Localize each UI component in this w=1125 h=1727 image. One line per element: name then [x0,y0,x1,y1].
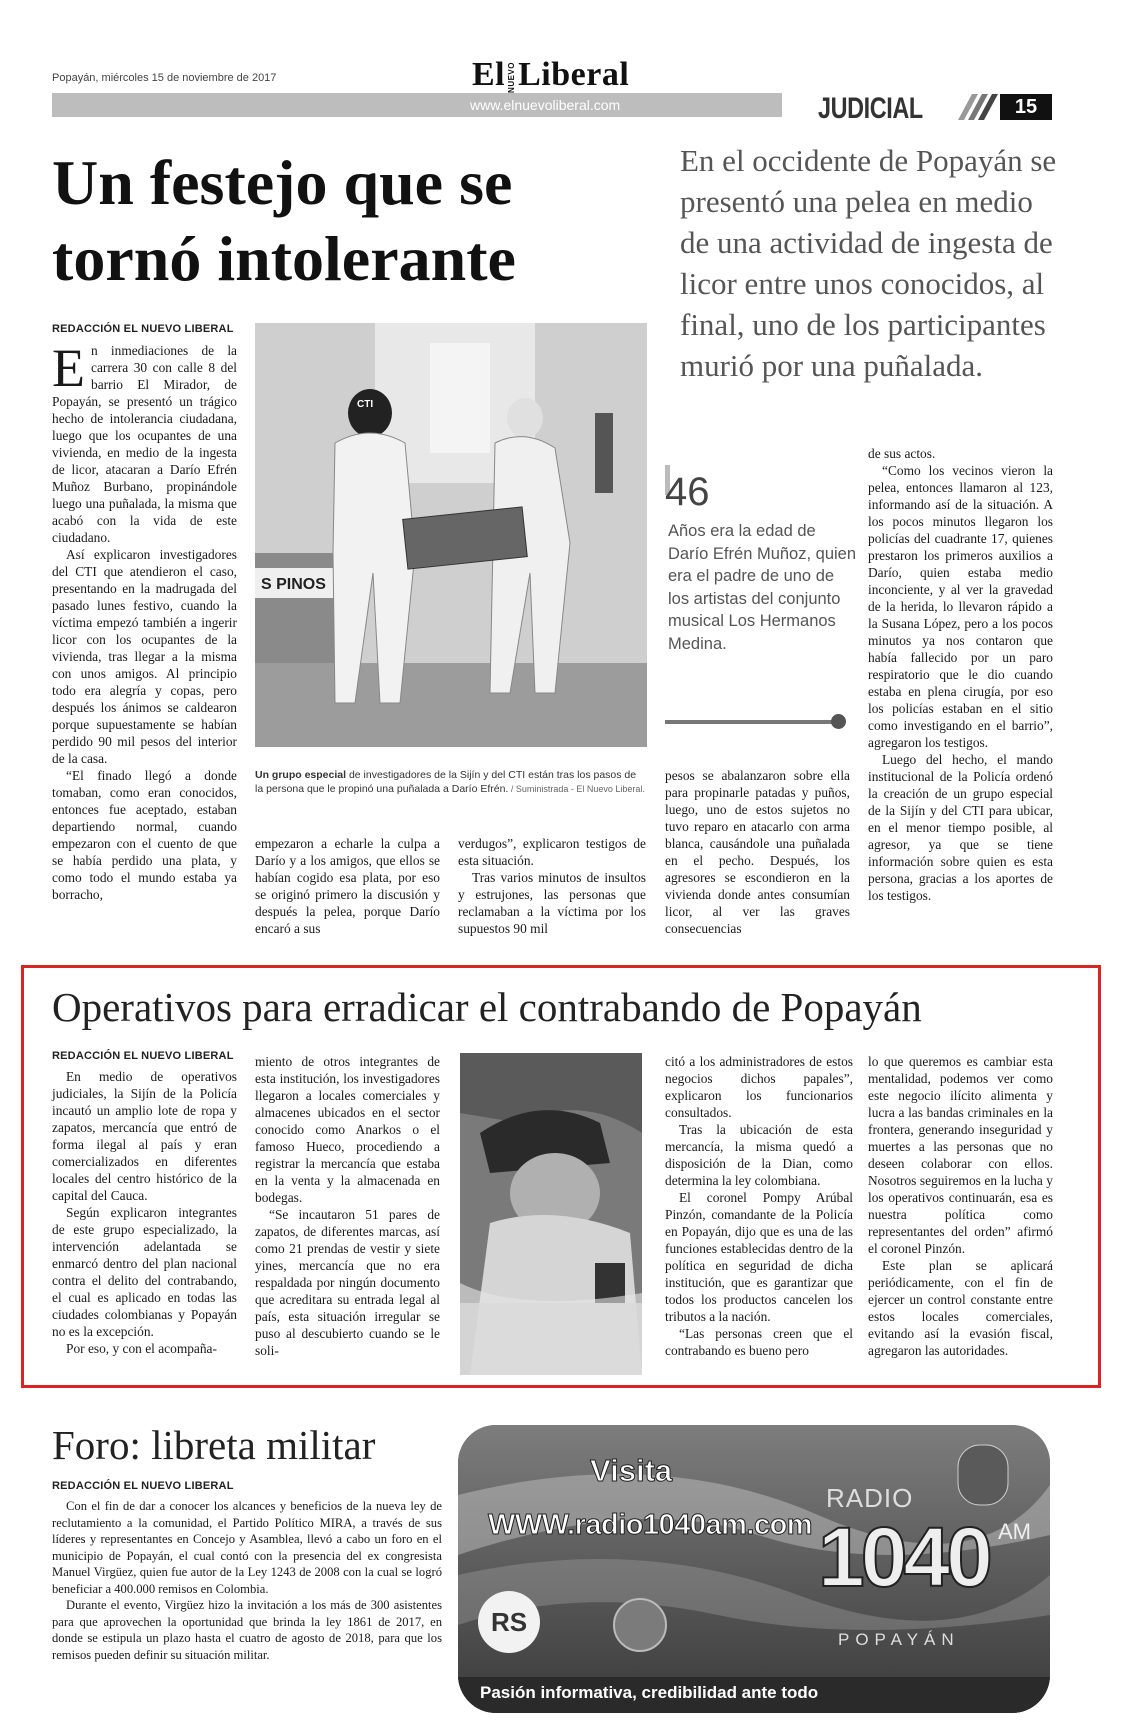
article1-paragraph: verdugos”, explicaron testigos de esta situación. [458,836,646,868]
article2-photo [460,1053,642,1375]
radio-ad-banner[interactable] [458,1425,1050,1713]
section-label: JUDICIAL [818,92,923,125]
rs-logo-icon: RS [478,1591,540,1653]
ad-city: POPAYÁN [838,1630,960,1649]
article1-column-4 [665,767,850,937]
article1-photo-caption [255,768,647,796]
article2-paragraph: Este plan se aplicará periódicamente, con el fin de ejercer un control constante entre estos locales comerciales, evitando así la evasión fiscal, agregaron las autoridades. [868,1258,1053,1358]
stat-number: 46 [665,470,710,514]
article1-paragraph: “El finado llegó a donde tomaban, como eran conocidos, entonces fue aceptado, estaban departiendo normal, cuando empezaron con el cuento de que se había perdido una plata, y como todo el mundo estaba ya borracho, [52,768,237,902]
article1-paragraph: Así explicaron investigadores del CTI que atendieron el caso, presentando en la madrugada del pasado lunes festivo, cuando la víctima empezó también a ingerir licor con los ocupantes de la vivienda, tras llegar a la misma con unos amigos. Al principio todo era alegría y copas, pero después los ánimos se caldearon porque supuestamente se habían perdido 90 mil pesos del interior de la casa. [52,547,237,766]
ad-visita: Visita [590,1453,673,1488]
article3-byline: REDACCIÓN EL NUEVO LIBERAL [52,1480,234,1492]
article2-paragraph: Según explicaron integrantes de este grupo especializado, la intervención adelantada se enmarcó dentro del plan nacional contra el delito del contrabando, el cual es aplicado en todas las ciudades colombianas y Popayán no es la excepción. [52,1205,237,1339]
photo-cap-label: CTI [357,399,374,410]
ad-url[interactable]: WWW.radio1040am.com [488,1509,813,1541]
article2-paragraph: miento de otros integrantes de esta institución, los investigadores llegaron a locales comerciales y almacenes ubicados en el sector conocido como Anarkos o el famoso Hueco, procediendo a registrar la mercancía que estaba en la venta y la almacenada en bodegas. [255,1054,440,1205]
police-officer-image [460,1053,642,1375]
article2-paragraph: “Se incautaron 51 pares de zapatos, de diferentes marcas, así como 21 prendas de vestir y siete yines, mercancía que no era respaldada por ningún documento que acreditara su entrada legal al país, esta situación irregular se puso al descubierto cuando se le soli- [255,1207,440,1358]
article2-column-1 [52,1068,237,1357]
article1-photo [255,323,647,747]
article2-paragraph: citó a los administradores de estos negocios dichos papales”, explicaron los funcionarios consultados. [665,1054,853,1120]
article2-column-2 [255,1053,440,1359]
ad-frequency: 1040 [818,1510,989,1604]
photo-box-sign: S PINOS [261,576,326,593]
article2-paragraph: En medio de operativos judiciales, la Sijín de la Policía incautó un amplio lote de ropa y zapatos, mercancía que entró de forma ilegal al país y eran comercializados en diferentes locales del centro histórico de la capital del Cauca. [52,1069,237,1203]
article3-body [52,1498,442,1663]
article2-paragraph: El coronel Pompy Arúbal Pinzón, comandante de la Policía en Popayán, dijo que es una de las funciones establecidas dentro de la política en seguridad de dicha institución, que es garantizar que todos los productos cancelen los tributos a la nación. [665,1190,853,1324]
article2-paragraph: Tras la ubicación de esta mercancía, la misma quedó a disposición de la Dian, como determina la ley colombiana. [665,1122,853,1188]
masthead-liberal: Liberal [518,56,630,93]
masthead-el: El [472,56,506,93]
article2-column-3 [665,1053,853,1359]
dateline: Popayán, miércoles 15 de noviembre de 2017 [52,72,277,84]
article1-column-3 [458,835,646,937]
article1-paragraph: Luego del hecho, el mando institucional de la Policía ordenó la creación de un grupo especial de la Sijín y del CTI para ubicar, en el menor tiempo posible, al agresor, ya que se tiene información sobre quien es esta persona, gracias a los aportes de los testigos. [868,752,1053,903]
article2-headline: Operativos para erradicar el contrabando de Popayán [52,984,922,1030]
article1-column-5 [868,445,1053,904]
article1-paragraph: de sus actos. [868,446,936,461]
stat-text: Años era la edad de Darío Efrén Muñoz, quien era el padre de uno de los artistas del conjunto musical Los Hermanos Medina. [668,522,857,653]
page-number: 15 [1000,94,1052,120]
article1-paragraph: pesos se abalanzaron sobre ella para propinarle patadas y puños, luego, uno de estos sujetos no tuvo reparo en atacarlo con arma blanca, causándole una puñalada en el pecho. Después, los agresores se escondieron en la vivienda donde antes consumían licor, al ver las graves consecuencias [665,768,850,936]
ad-am: AM [998,1519,1031,1544]
article1-column-1 [52,338,237,903]
article3-headline: Foro: libreta militar [52,1422,376,1468]
article2-paragraph: “Las personas creen que el contrabando es bueno pero [665,1326,853,1358]
article1-paragraph: Tras varios minutos de insultos y estrujones, las personas que reclamaban a la víctima por los supuestos 90 mil [458,870,646,936]
caption-text: de investigadores de la Sijín y del CTI están tras los pasos de la persona que le propinó una puñalada a Darío Efrén. [255,769,637,795]
article1-column-2 [255,835,440,937]
article2-column-4 [868,1053,1053,1359]
article3-paragraph: Con el fin de dar a conocer los alcances y beneficios de la nueva ley de reclutamiento a la comunidad, el Partido Político MIRA, a través de sus líderes y representantes en Concejo y Asamblea, llevó a cabo un foro en el municipio de Popayán, el cual contó con la presencia del ex congresista Manuel Virgüez, quien fue autor de la Ley 1243 de 2008 con la cual se logró beneficiar a 400.000 remisos en Colombia. [52,1499,442,1596]
ad-radio-label: RADIO [826,1483,914,1513]
stat-dot [831,714,846,729]
article1-paragraph: n inmediaciones de la carrera 30 con calle 8 del barrio El Mirador, de Popayán, se presentó un trágico hecho de intolerancia ciudadana, luego que los ocupantes de una vivienda, en medio de la ingesta de licor, atacaran a Darío Efrén Muñoz Burbano, propinándole luego una puñalada, la misma que acabó con la vida de este ciudadano. [52,343,237,545]
article1-paragraph: “Como los vecinos vieron la pelea, entonces llamaron al 123, informando así de la situación. A los pocos minutos llegaron los policías del cuadrante 17, quienes prestaron los primeros auxilios a Darío, quien estaba medio inconciente, y al ver la gravedad de la herida, lo llevaron rápido a la Susana López, pero a los pocos minutos ya nos contaron que había fallecido por un paro respiratorio que le dio cuando estaba en plena cirugía, por eso los policías estaban en el sitio como investigando en el barrio”, agregaron los testigos. [868,463,1053,750]
masthead-nuevo: NUEVO [507,61,517,93]
caption-credit: / Suministrada - El Nuevo Liberal. [508,784,645,794]
header-bar [52,93,782,117]
article1-paragraph: empezaron a echarle la culpa a Darío y a los amigos, que ellos se habían cogido esa plata, por eso se originó primero la discusión y después la pelea, porque Darío encaró a sus [255,836,440,936]
stripes-decoration [958,94,998,120]
stat-divider [665,720,837,724]
website-link[interactable]: www.elnuevoliberal.com [470,97,621,113]
article2-byline: REDACCIÓN EL NUEVO LIBERAL [52,1050,234,1062]
masthead-logo [472,56,629,94]
caption-lead: Un grupo especial [255,769,347,781]
article1-deck: En el occidente de Popayán se presentó una pelea en medio de una actividad de ingesta de licor entre unos conocidos, al final, uno de los participantes murió por una puñalada. [680,143,1057,383]
cti-investigators-image [255,323,647,747]
article3-paragraph: Durante el evento, Virgüez hizo la invitación a los más de 300 asistentes para que aprovechen la oportunidad que brinda la ley 1861 de 2017, en donde se estipula un plazo hasta el cuatro de agosto de 2018, para que los remisos pueden definir su situación militar. [52,1598,442,1662]
dropcap: E [52,338,85,398]
ad-tagline: Pasión informativa, credibilidad ante todo [480,1683,819,1702]
article1-byline: REDACCIÓN EL NUEVO LIBERAL [52,323,234,335]
article2-paragraph: lo que queremos es cambiar esta mentalidad, podemos ver como este negocio ilícito alimenta y lucra a las bandas criminales en la frontera, generando inseguridad y muertes a las personas que no deseen colaborar con ellos. Nosotros seguiremos en la lucha y los operativos continuarán, esa es nuestra política como representantes del orden” afirmó el coronel Pinzón. [868,1054,1053,1256]
article1-headline: Un festejo que se tornó intolerante [52,147,516,294]
article2-paragraph: Por eso, y con el acompaña- [66,1341,217,1356]
